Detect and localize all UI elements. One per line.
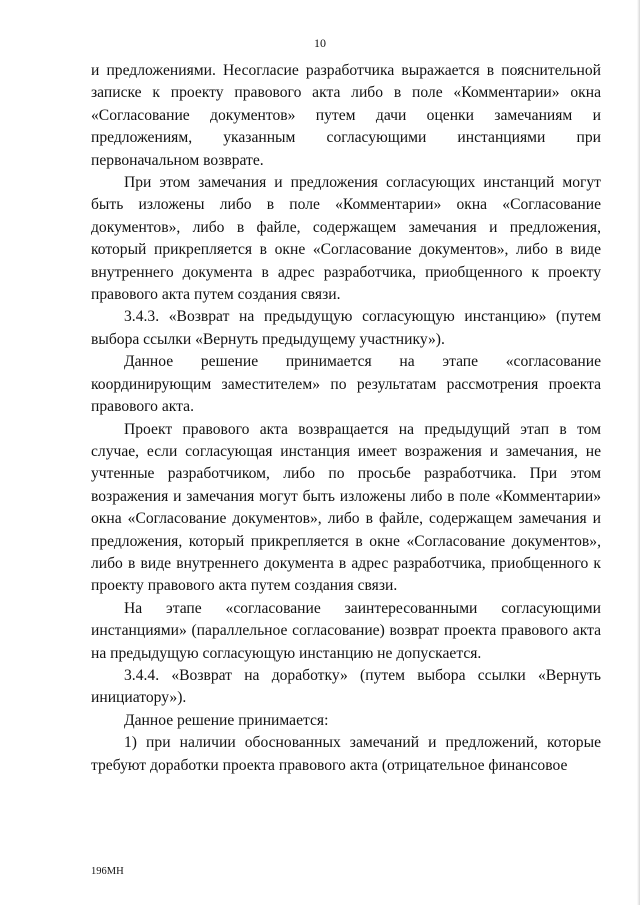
paragraph-return-conditions: Проект правового акта возвращается на предыдущий этап в том случае, если согласующая инстанция имеет возражения и замечания, не учтенные разработчиком, либо по просьбе разработчика. При этом возражения и замечания могут быть изложены либо в поле «Комментарии» окна «Согласование документов», либо в файле, содержащем замечания и предложения, который прикрепляется в окне «Согласование документов», либо в виде внутреннего документа в адрес разработчика, приобщенного к проекту правового акта путем создания связи. — [91, 420, 601, 595]
paragraph-section-3-4-4: 3.4.4. «Возврат на доработку» (путем выбора ссылки «Вернуть инициатору»). — [91, 666, 601, 707]
document-code: 196МН — [91, 866, 124, 877]
document-body — [91, 60, 601, 777]
paragraph-decision-stage: Данное решение принимается на этапе «согласование координирующим заместителем» по результатам рассмотрения проекта правового акта. — [91, 353, 601, 416]
page-number: 10 — [314, 36, 326, 50]
paragraph-decision-intro: Данное решение принимается: — [124, 711, 329, 729]
paragraph-parallel-approval: На этапе «согласование заинтересованными согласующими инстанциями» (параллельное согласование) возврат проекта правового акта на предыдущую согласующую инстанцию не допускается. — [91, 599, 601, 662]
paragraph-list-item-1: 1) при наличии обоснованных замечаний и предложений, которые требуют доработки проекта правового акта (отрицательное финансовое — [91, 734, 601, 774]
paragraph-section-3-4-3: 3.4.3. «Возврат на предыдущую согласующую инстанцию» (путем выбора ссылки «Вернуть предыдущему участнику»). — [91, 308, 601, 348]
paragraph-continuation: и предложениями. Несогласие разработчика выражается в пояснительной записке к проекту правового акта либо в поле «Комментарии» окна «Согласование документов» путем дачи оценки замечаниям и предложениям, указанным согласующими инстанциями при первоначальном возврате. — [91, 62, 601, 169]
paragraph-comments-placement: При этом замечания и предложения согласующих инстанций могут быть изложены либо в поле «Комментарии» окна «Согласование документов», либо в файле, содержащем замечания и предложения, который прикрепляется в окне «Согласование документов», либо в виде внутреннего документа в адрес разработчика, приобщенного к проекту правового акта путем создания связи. — [91, 174, 601, 304]
